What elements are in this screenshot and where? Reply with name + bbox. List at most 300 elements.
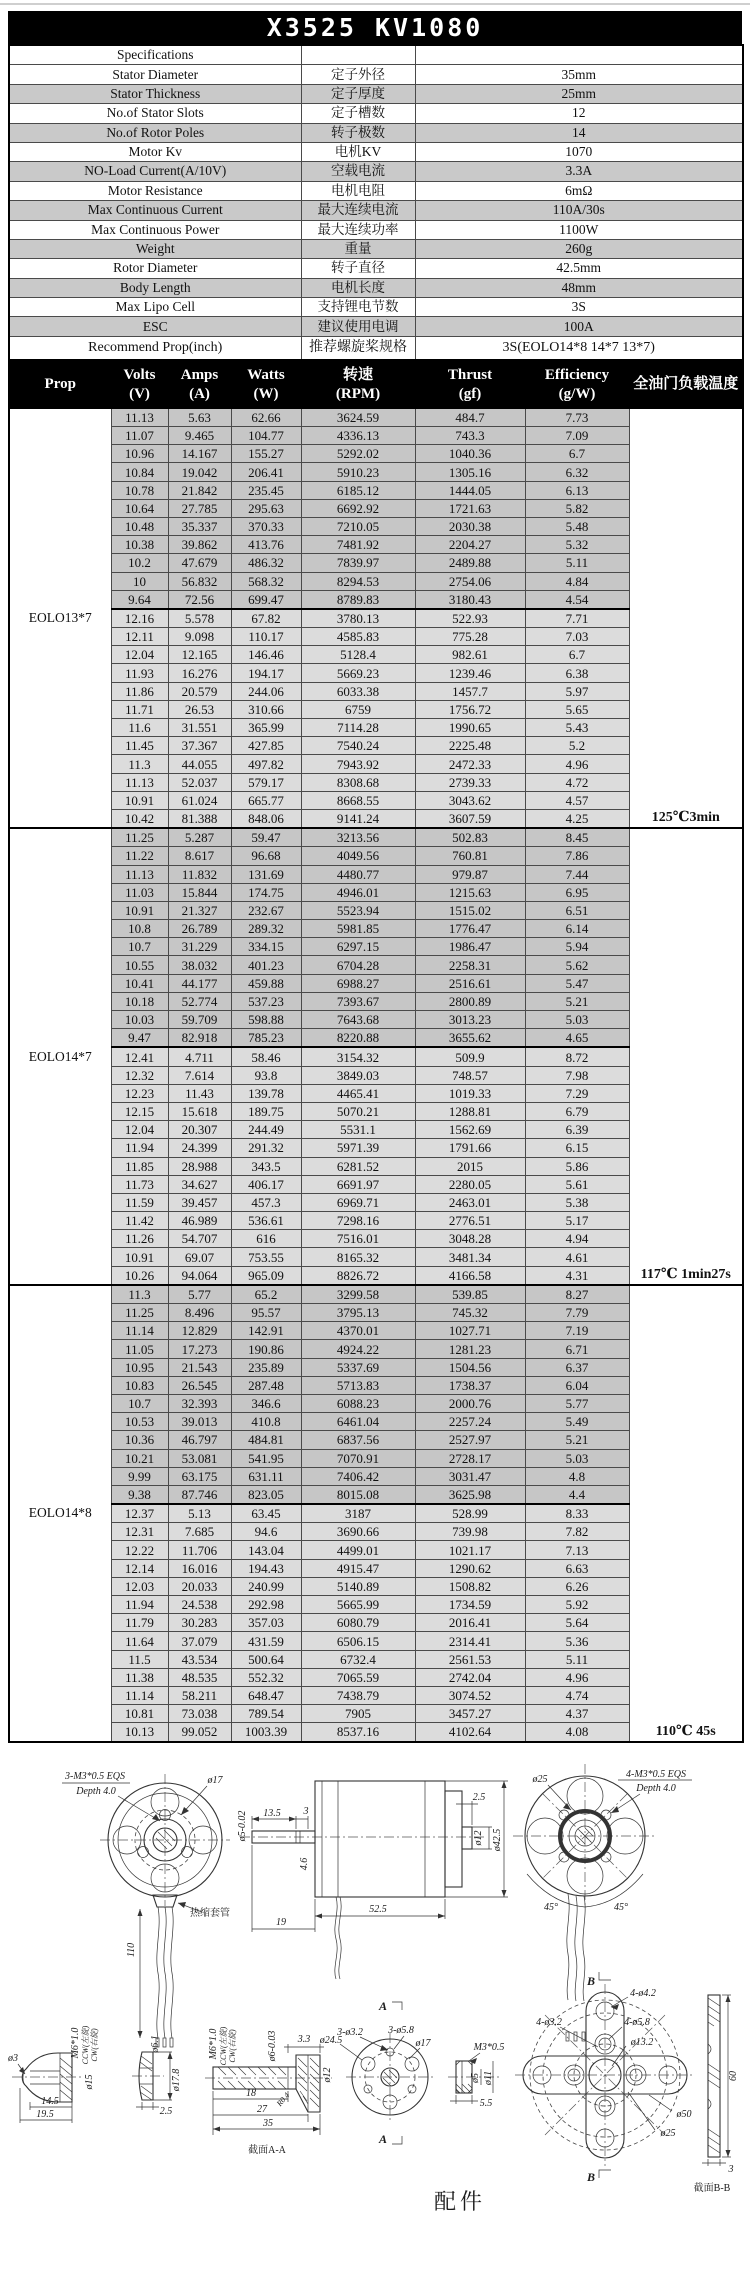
perf-efficiency: 5.92 xyxy=(525,1596,629,1614)
perf-efficiency: 5.03 xyxy=(525,1011,629,1029)
perf-watts: 58.46 xyxy=(231,1047,301,1066)
perf-rpm: 3299.58 xyxy=(301,1285,415,1304)
perf-rpm: 6837.56 xyxy=(301,1431,415,1449)
perf-efficiency: 7.44 xyxy=(525,865,629,883)
perf-efficiency: 6.79 xyxy=(525,1102,629,1120)
perf-volts: 10.7 xyxy=(111,938,168,956)
spec-name-en: Motor Resistance xyxy=(9,181,301,200)
washer-drawing xyxy=(132,2035,182,2117)
small-nut-d55-label: 5.5 xyxy=(479,2097,493,2109)
perf-volts: 12.22 xyxy=(111,1541,168,1559)
perf-thrust: 3043.62 xyxy=(415,791,525,809)
perf-efficiency: 5.97 xyxy=(525,682,629,700)
spec-table-body xyxy=(9,45,743,360)
perf-watts: 93.8 xyxy=(231,1066,301,1084)
perf-rpm: 3154.32 xyxy=(301,1047,415,1066)
performance-table xyxy=(8,361,744,1743)
hub-holes58-label: 3-ø5.8 xyxy=(388,2024,414,2036)
perf-amps: 26.53 xyxy=(168,700,231,718)
perf-efficiency: 4.94 xyxy=(525,1230,629,1248)
perf-thrust: 775.28 xyxy=(415,628,525,646)
perf-volts: 12.11 xyxy=(111,628,168,646)
perf-thrust: 2225.48 xyxy=(415,737,525,755)
perf-amps: 48.535 xyxy=(168,1668,231,1686)
perf-thrust: 1986.47 xyxy=(415,938,525,956)
perf-amps: 52.774 xyxy=(168,992,231,1010)
adapter-shaft-dia-label: ø6-0.03 xyxy=(267,2030,278,2061)
perf-volts: 11.5 xyxy=(111,1650,168,1668)
perf-thrust: 2800.89 xyxy=(415,992,525,1010)
nut-d195-label: 19.5 xyxy=(36,2108,54,2120)
spec-table xyxy=(8,44,744,361)
prop-nut-drawing xyxy=(8,2025,99,2123)
perf-watts: 59.47 xyxy=(231,828,301,847)
col-header-temp: 全油门负载温度 xyxy=(629,362,743,408)
nut-cw-label: CW(右旋) xyxy=(90,2027,99,2062)
full-throttle-temp-cell: 125℃3min xyxy=(629,408,743,828)
perf-watts: 497.82 xyxy=(231,755,301,773)
perf-efficiency: 7.29 xyxy=(525,1084,629,1102)
perf-efficiency: 6.51 xyxy=(525,901,629,919)
adapter-r04-label: R0.4 xyxy=(274,2090,292,2108)
perf-watts: 410.8 xyxy=(231,1413,301,1431)
perf-efficiency: 7.09 xyxy=(525,427,629,445)
front-view-drawing xyxy=(62,1771,230,2047)
small-nut-d11-label: ø11 xyxy=(483,2070,494,2085)
front-screw-depth-label: Depth 4.0 xyxy=(76,1785,116,1797)
perf-efficiency: 5.03 xyxy=(525,1449,629,1467)
perf-volts: 10.91 xyxy=(111,791,168,809)
perf-watts: 568.32 xyxy=(231,572,301,590)
perf-volts: 10.83 xyxy=(111,1376,168,1394)
perf-thrust: 1515.02 xyxy=(415,901,525,919)
perf-volts: 12.31 xyxy=(111,1523,168,1541)
perf-volts: 11.42 xyxy=(111,1212,168,1230)
perf-amps: 94.064 xyxy=(168,1266,231,1285)
spec-name-cn: 最大连续功率 xyxy=(301,220,415,239)
perf-volts: 12.15 xyxy=(111,1102,168,1120)
perf-amps: 21.543 xyxy=(168,1358,231,1376)
spec-name-cn: 推荐螺旋桨规格 xyxy=(301,336,415,360)
perf-watts: 536.61 xyxy=(231,1212,301,1230)
perf-efficiency: 5.11 xyxy=(525,1650,629,1668)
perf-thrust: 484.7 xyxy=(415,408,525,427)
perf-watts: 291.32 xyxy=(231,1139,301,1157)
perf-amps: 12.165 xyxy=(168,646,231,664)
perf-amps: 31.551 xyxy=(168,719,231,737)
perf-watts: 552.32 xyxy=(231,1668,301,1686)
spec-value: 42.5mm xyxy=(415,259,743,278)
perf-watts: 244.49 xyxy=(231,1121,301,1139)
perf-thrust: 1776.47 xyxy=(415,920,525,938)
perf-thrust: 1288.81 xyxy=(415,1102,525,1120)
perf-thrust: 2472.33 xyxy=(415,755,525,773)
perf-thrust: 2015 xyxy=(415,1157,525,1175)
perf-thrust: 2204.27 xyxy=(415,536,525,554)
perf-watts: 631.11 xyxy=(231,1467,301,1485)
perf-efficiency: 6.13 xyxy=(525,481,629,499)
perf-efficiency: 5.32 xyxy=(525,536,629,554)
perf-efficiency: 7.79 xyxy=(525,1304,629,1322)
spec-name-en: Stator Diameter xyxy=(9,65,301,84)
spec-row xyxy=(9,259,743,278)
perf-thrust: 2016.41 xyxy=(415,1614,525,1632)
adapter-d27-label: 27 xyxy=(257,2103,267,2115)
perf-watts: 235.89 xyxy=(231,1358,301,1376)
perf-efficiency: 5.61 xyxy=(525,1175,629,1193)
perf-rpm: 8537.16 xyxy=(301,1723,415,1742)
perf-amps: 61.024 xyxy=(168,791,231,809)
perf-rpm: 8220.88 xyxy=(301,1029,415,1048)
perf-efficiency: 5.49 xyxy=(525,1413,629,1431)
perf-rpm: 6506.15 xyxy=(301,1632,415,1650)
col-header-rpm: 转速 (RPM) xyxy=(301,362,415,408)
adapter-cw-label: CW(右旋) xyxy=(228,2028,237,2063)
perf-volts: 11.94 xyxy=(111,1139,168,1157)
perf-rpm: 7114.28 xyxy=(301,719,415,737)
perf-efficiency: 4.31 xyxy=(525,1266,629,1285)
perf-rpm: 8668.55 xyxy=(301,791,415,809)
mount-holes58-label: 4-ø5.8 xyxy=(624,2016,650,2028)
spec-value: 1070 xyxy=(415,142,743,161)
perf-amps: 16.016 xyxy=(168,1559,231,1577)
perf-watts: 346.6 xyxy=(231,1394,301,1412)
perf-amps: 47.679 xyxy=(168,554,231,572)
perf-efficiency: 4.72 xyxy=(525,773,629,791)
spec-name-cn: 电机KV xyxy=(301,142,415,161)
perf-volts: 9.38 xyxy=(111,1485,168,1504)
perf-efficiency: 8.33 xyxy=(525,1504,629,1523)
perf-rpm: 3849.03 xyxy=(301,1066,415,1084)
perf-volts: 11.86 xyxy=(111,682,168,700)
perf-thrust: 2258.31 xyxy=(415,956,525,974)
section-bb-d3-label: 3 xyxy=(728,2163,734,2175)
perf-rpm: 6185.12 xyxy=(301,481,415,499)
perf-amps: 9.465 xyxy=(168,427,231,445)
perf-watts: 110.17 xyxy=(231,628,301,646)
perf-rpm: 7643.68 xyxy=(301,1011,415,1029)
perf-rpm: 4924.22 xyxy=(301,1340,415,1358)
perf-amps: 39.862 xyxy=(168,536,231,554)
perf-watts: 785.23 xyxy=(231,1029,301,1048)
perf-amps: 20.307 xyxy=(168,1121,231,1139)
perf-volts: 10.38 xyxy=(111,536,168,554)
performance-table-body xyxy=(9,408,743,1742)
mount-section-drawing xyxy=(694,1995,739,2194)
perf-watts: 370.33 xyxy=(231,517,301,535)
perf-watts: 131.69 xyxy=(231,865,301,883)
perf-watts: 541.95 xyxy=(231,1449,301,1467)
perf-thrust: 2257.24 xyxy=(415,1413,525,1431)
spec-name-en: Max Continuous Power xyxy=(9,220,301,239)
perf-volts: 10.18 xyxy=(111,992,168,1010)
perf-rpm: 5140.89 xyxy=(301,1577,415,1595)
spec-row xyxy=(9,142,743,161)
perf-thrust: 528.99 xyxy=(415,1504,525,1523)
perf-rpm: 8308.68 xyxy=(301,773,415,791)
perf-amps: 15.844 xyxy=(168,883,231,901)
perf-efficiency: 6.63 xyxy=(525,1559,629,1577)
prop-label-cell: EOLO13*7 xyxy=(9,408,111,828)
perf-amps: 24.538 xyxy=(168,1596,231,1614)
perf-rpm: 5665.99 xyxy=(301,1596,415,1614)
perf-thrust: 1305.16 xyxy=(415,463,525,481)
perf-volts: 11.79 xyxy=(111,1614,168,1632)
perf-rpm: 5669.23 xyxy=(301,664,415,682)
perf-amps: 9.098 xyxy=(168,628,231,646)
perf-volts: 10.21 xyxy=(111,1449,168,1467)
perf-amps: 81.388 xyxy=(168,809,231,828)
perf-thrust: 739.98 xyxy=(415,1523,525,1541)
perf-watts: 401.23 xyxy=(231,956,301,974)
perf-rpm: 3624.59 xyxy=(301,408,415,427)
perf-watts: 289.32 xyxy=(231,920,301,938)
prop-label-cell: EOLO14*7 xyxy=(9,828,111,1285)
perf-amps: 44.055 xyxy=(168,755,231,773)
perf-volts: 10.13 xyxy=(111,1723,168,1742)
perf-watts: 579.17 xyxy=(231,773,301,791)
spec-name-cn: 定子外径 xyxy=(301,65,415,84)
perf-volts: 11.22 xyxy=(111,847,168,865)
perf-thrust: 1756.72 xyxy=(415,700,525,718)
spec-name-en: Max Lipo Cell xyxy=(9,298,301,317)
mount-d25-label: ø25 xyxy=(660,2127,676,2139)
section-bb-caption: 截面B-B xyxy=(693,2182,731,2194)
perf-thrust: 509.9 xyxy=(415,1047,525,1066)
perf-amps: 82.918 xyxy=(168,1029,231,1048)
perf-amps: 4.711 xyxy=(168,1047,231,1066)
perf-thrust: 1990.65 xyxy=(415,719,525,737)
col-header-thrust: Thrust (gf) xyxy=(415,362,525,408)
small-nut-d5-label: ø5 xyxy=(470,2072,481,2083)
perf-rpm: 7540.24 xyxy=(301,737,415,755)
perf-thrust: 4166.58 xyxy=(415,1266,525,1285)
perf-efficiency: 7.86 xyxy=(525,847,629,865)
washer-od-label: ø17.8 xyxy=(171,2068,182,2091)
perf-efficiency: 5.11 xyxy=(525,554,629,572)
perf-rpm: 5523.94 xyxy=(301,901,415,919)
spec-row xyxy=(9,278,743,297)
perf-efficiency: 4.4 xyxy=(525,1485,629,1504)
perf-volts: 11.14 xyxy=(111,1686,168,1704)
perf-amps: 5.287 xyxy=(168,828,231,847)
rear-angle-right-label: 45° xyxy=(614,1901,628,1913)
spec-row xyxy=(9,220,743,239)
spec-row xyxy=(9,201,743,220)
perf-volts: 10.26 xyxy=(111,1266,168,1285)
perf-watts: 789.54 xyxy=(231,1705,301,1723)
perf-rpm: 7070.91 xyxy=(301,1449,415,1467)
perf-amps: 15.618 xyxy=(168,1102,231,1120)
spec-value: 1100W xyxy=(415,220,743,239)
perf-volts: 10.91 xyxy=(111,901,168,919)
perf-rpm: 5971.39 xyxy=(301,1139,415,1157)
perf-efficiency: 7.82 xyxy=(525,1523,629,1541)
perf-rpm: 6080.79 xyxy=(301,1614,415,1632)
spec-row xyxy=(9,65,743,84)
perf-rpm: 8165.32 xyxy=(301,1248,415,1266)
perf-amps: 44.177 xyxy=(168,974,231,992)
perf-thrust: 502.83 xyxy=(415,828,525,847)
perf-row xyxy=(9,1285,743,1304)
perf-rpm: 4370.01 xyxy=(301,1322,415,1340)
side-d46-label: 4.6 xyxy=(299,1857,310,1870)
perf-efficiency: 6.04 xyxy=(525,1376,629,1394)
perf-rpm: 3780.13 xyxy=(301,609,415,628)
perf-rpm: 4946.01 xyxy=(301,883,415,901)
perf-thrust: 1504.56 xyxy=(415,1358,525,1376)
perf-volts: 11.07 xyxy=(111,427,168,445)
perf-volts: 10.42 xyxy=(111,809,168,828)
prop-adapter-drawing xyxy=(205,2026,333,2156)
perf-volts: 12.41 xyxy=(111,1047,168,1066)
perf-rpm: 7065.59 xyxy=(301,1668,415,1686)
adapter-d33-label: 3.3 xyxy=(297,2033,311,2045)
mount-d132-label: ø13.2 xyxy=(630,2036,654,2048)
perf-rpm: 8294.53 xyxy=(301,572,415,590)
perf-watts: 459.88 xyxy=(231,974,301,992)
spec-name-cn: 转子极数 xyxy=(301,123,415,142)
perf-thrust: 2754.06 xyxy=(415,572,525,590)
perf-efficiency: 6.39 xyxy=(525,1121,629,1139)
spec-name-cn: 建议使用电调 xyxy=(301,317,415,336)
perf-volts: 10.8 xyxy=(111,920,168,938)
perf-efficiency: 4.08 xyxy=(525,1723,629,1742)
spec-row xyxy=(9,104,743,123)
perf-watts: 240.99 xyxy=(231,1577,301,1595)
side-d25-label: 2.5 xyxy=(472,1791,486,1803)
perf-efficiency: 6.7 xyxy=(525,646,629,664)
perf-watts: 94.6 xyxy=(231,1523,301,1541)
perf-amps: 37.367 xyxy=(168,737,231,755)
perf-amps: 26.545 xyxy=(168,1376,231,1394)
perf-efficiency: 7.19 xyxy=(525,1322,629,1340)
perf-amps: 19.042 xyxy=(168,463,231,481)
perf-volts: 10.84 xyxy=(111,463,168,481)
spec-row xyxy=(9,45,743,65)
perf-amps: 87.746 xyxy=(168,1485,231,1504)
washer-bore-label: ø6.1 xyxy=(150,2034,161,2053)
perf-thrust: 760.81 xyxy=(415,847,525,865)
perf-rpm: 6281.52 xyxy=(301,1157,415,1175)
perf-volts: 10.36 xyxy=(111,1431,168,1449)
perf-efficiency: 6.32 xyxy=(525,463,629,481)
perf-rpm: 5713.83 xyxy=(301,1376,415,1394)
perf-thrust: 3013.23 xyxy=(415,1011,525,1029)
perf-thrust: 2561.53 xyxy=(415,1650,525,1668)
nut-ccw-label: CCW(左旋) xyxy=(81,2025,90,2064)
perf-thrust: 2739.33 xyxy=(415,773,525,791)
rear-screw-spec-label: 4-M3*0.5 EQS xyxy=(626,1768,686,1780)
perf-watts: 334.15 xyxy=(231,938,301,956)
perf-rpm: 8015.08 xyxy=(301,1485,415,1504)
perf-rpm: 6691.97 xyxy=(301,1175,415,1193)
spec-row xyxy=(9,162,743,181)
spec-value: 14 xyxy=(415,123,743,142)
perf-efficiency: 5.94 xyxy=(525,938,629,956)
perf-watts: 232.67 xyxy=(231,901,301,919)
spec-name-cn: 转子直径 xyxy=(301,259,415,278)
perf-rpm: 8826.72 xyxy=(301,1266,415,1285)
perf-thrust: 2280.05 xyxy=(415,1175,525,1193)
perf-thrust: 3625.98 xyxy=(415,1485,525,1504)
perf-thrust: 743.3 xyxy=(415,427,525,445)
perf-volts: 10.96 xyxy=(111,445,168,463)
perf-row xyxy=(9,408,743,427)
rear-screw-depth-label: Depth 4.0 xyxy=(636,1782,676,1794)
full-throttle-temp-cell: 117℃ 1min27s xyxy=(629,828,743,1285)
perf-volts: 11.25 xyxy=(111,828,168,847)
spec-value: 3S xyxy=(415,298,743,317)
perf-rpm: 7298.16 xyxy=(301,1212,415,1230)
perf-efficiency: 6.95 xyxy=(525,883,629,901)
perf-amps: 53.081 xyxy=(168,1449,231,1467)
perf-watts: 155.27 xyxy=(231,445,301,463)
perf-thrust: 1040.36 xyxy=(415,445,525,463)
perf-volts: 11.26 xyxy=(111,1230,168,1248)
perf-volts: 11.64 xyxy=(111,1632,168,1650)
perf-rpm: 7839.97 xyxy=(301,554,415,572)
perf-thrust: 522.93 xyxy=(415,609,525,628)
perf-volts: 10.78 xyxy=(111,481,168,499)
perf-rpm: 5981.85 xyxy=(301,920,415,938)
perf-thrust: 3481.34 xyxy=(415,1248,525,1266)
perf-watts: 848.06 xyxy=(231,809,301,828)
spec-value: 35mm xyxy=(415,65,743,84)
perf-efficiency: 4.8 xyxy=(525,1467,629,1485)
perf-efficiency: 8.72 xyxy=(525,1047,629,1066)
spec-name-en: Motor Kv xyxy=(9,142,301,161)
spec-value xyxy=(415,45,743,65)
perf-efficiency: 7.73 xyxy=(525,408,629,427)
perf-efficiency: 4.84 xyxy=(525,572,629,590)
perf-row xyxy=(9,828,743,847)
spec-name-en: ESC xyxy=(9,317,301,336)
perf-watts: 365.99 xyxy=(231,719,301,737)
side-d525-label: 52.5 xyxy=(369,1903,387,1915)
perf-amps: 11.706 xyxy=(168,1541,231,1559)
perf-watts: 174.75 xyxy=(231,883,301,901)
perf-efficiency: 7.71 xyxy=(525,609,629,628)
perf-amps: 59.709 xyxy=(168,1011,231,1029)
perf-volts: 10 xyxy=(111,572,168,590)
perf-volts: 10.03 xyxy=(111,1011,168,1029)
perf-thrust: 982.61 xyxy=(415,646,525,664)
spec-name-cn: 电机长度 xyxy=(301,278,415,297)
col-header-amps: Amps (A) xyxy=(168,362,231,408)
perf-watts: 648.47 xyxy=(231,1686,301,1704)
perf-amps: 32.393 xyxy=(168,1394,231,1412)
perf-watts: 406.17 xyxy=(231,1175,301,1193)
perf-amps: 46.797 xyxy=(168,1431,231,1449)
perf-rpm: 5128.4 xyxy=(301,646,415,664)
perf-volts: 11.38 xyxy=(111,1668,168,1686)
perf-efficiency: 6.38 xyxy=(525,664,629,682)
spec-row xyxy=(9,239,743,258)
perf-rpm: 7406.42 xyxy=(301,1467,415,1485)
perf-amps: 7.614 xyxy=(168,1066,231,1084)
hub-d245-label: ø24.5 xyxy=(319,2034,343,2046)
perf-thrust: 1239.46 xyxy=(415,664,525,682)
full-throttle-temp-cell: 110℃ 45s xyxy=(629,1285,743,1742)
side-d425-label: ø42.5 xyxy=(492,1828,503,1851)
perf-watts: 295.63 xyxy=(231,499,301,517)
perf-volts: 10.53 xyxy=(111,1413,168,1431)
perf-amps: 69.07 xyxy=(168,1248,231,1266)
perf-efficiency: 5.65 xyxy=(525,700,629,718)
perf-thrust: 3607.59 xyxy=(415,809,525,828)
perf-efficiency: 7.98 xyxy=(525,1066,629,1084)
